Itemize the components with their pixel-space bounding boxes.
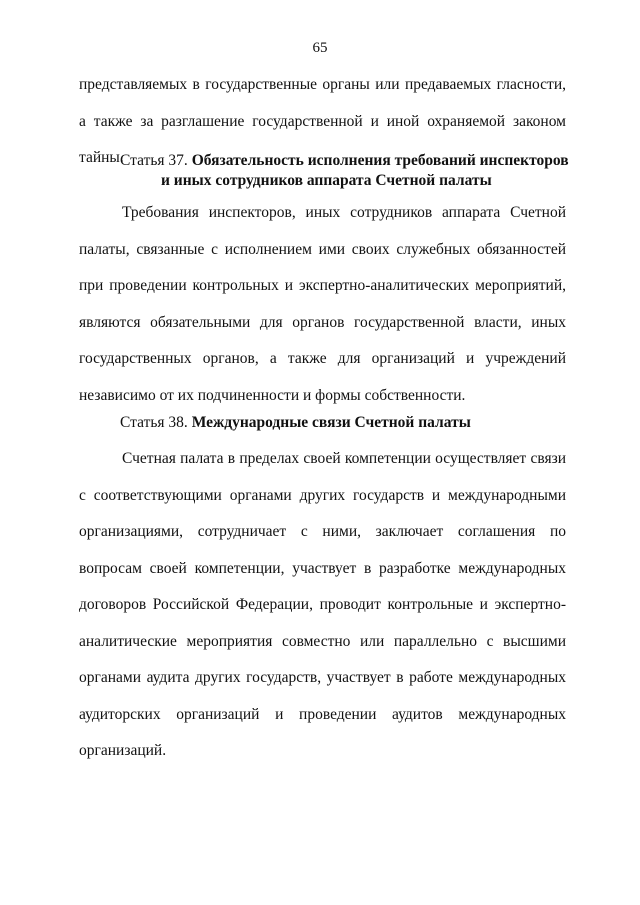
article-38-paragraph: Счетная палата в пределах своей компетенции осуществляет связи с соответствующими органами других государств и международными организациями, сотрудничает с ними, заключает соглашения по вопросам своей компетенции, участвует в разработке международных договоров Российской Федерации, проводит контрольные и экспертно-аналитические мероприятия совместно или параллельно с высшими органами аудита других государств, участвует в работе международных аудиторских организаций и проведении аудитов международных организаций. <box>79 450 566 759</box>
article-37-label: Статья 37. <box>120 152 188 169</box>
article-37-title-line2: и иных сотрудников аппарата Счетной палаты <box>161 172 492 189</box>
article-37-title-line1: Обязательность исполнения требований инспекторов <box>191 152 569 169</box>
continuation-paragraph: представляемых в государственные органы или предаваемых гласности, а также за разглашение государственной и иной охраняемой законом тайны. <box>79 76 566 166</box>
article-37-heading <box>120 151 580 191</box>
article-38-label: Статья 38. <box>120 414 188 431</box>
article-38-title: Международные связи Счетной палаты <box>191 414 471 431</box>
article-37-paragraph: Требования инспекторов, иных сотрудников аппарата Счетной палаты, связанные с исполнением ими своих служебных обязанностей при проведении контрольных и экспертно-аналитических мероприятий, являются обязательными для органов государственной власти, иных государственных органов, а также для организаций и учреждений независимо от их подчиненности и формы собственности. <box>79 204 566 404</box>
article-38-heading <box>120 413 560 433</box>
page-number: 65 <box>312 40 328 56</box>
